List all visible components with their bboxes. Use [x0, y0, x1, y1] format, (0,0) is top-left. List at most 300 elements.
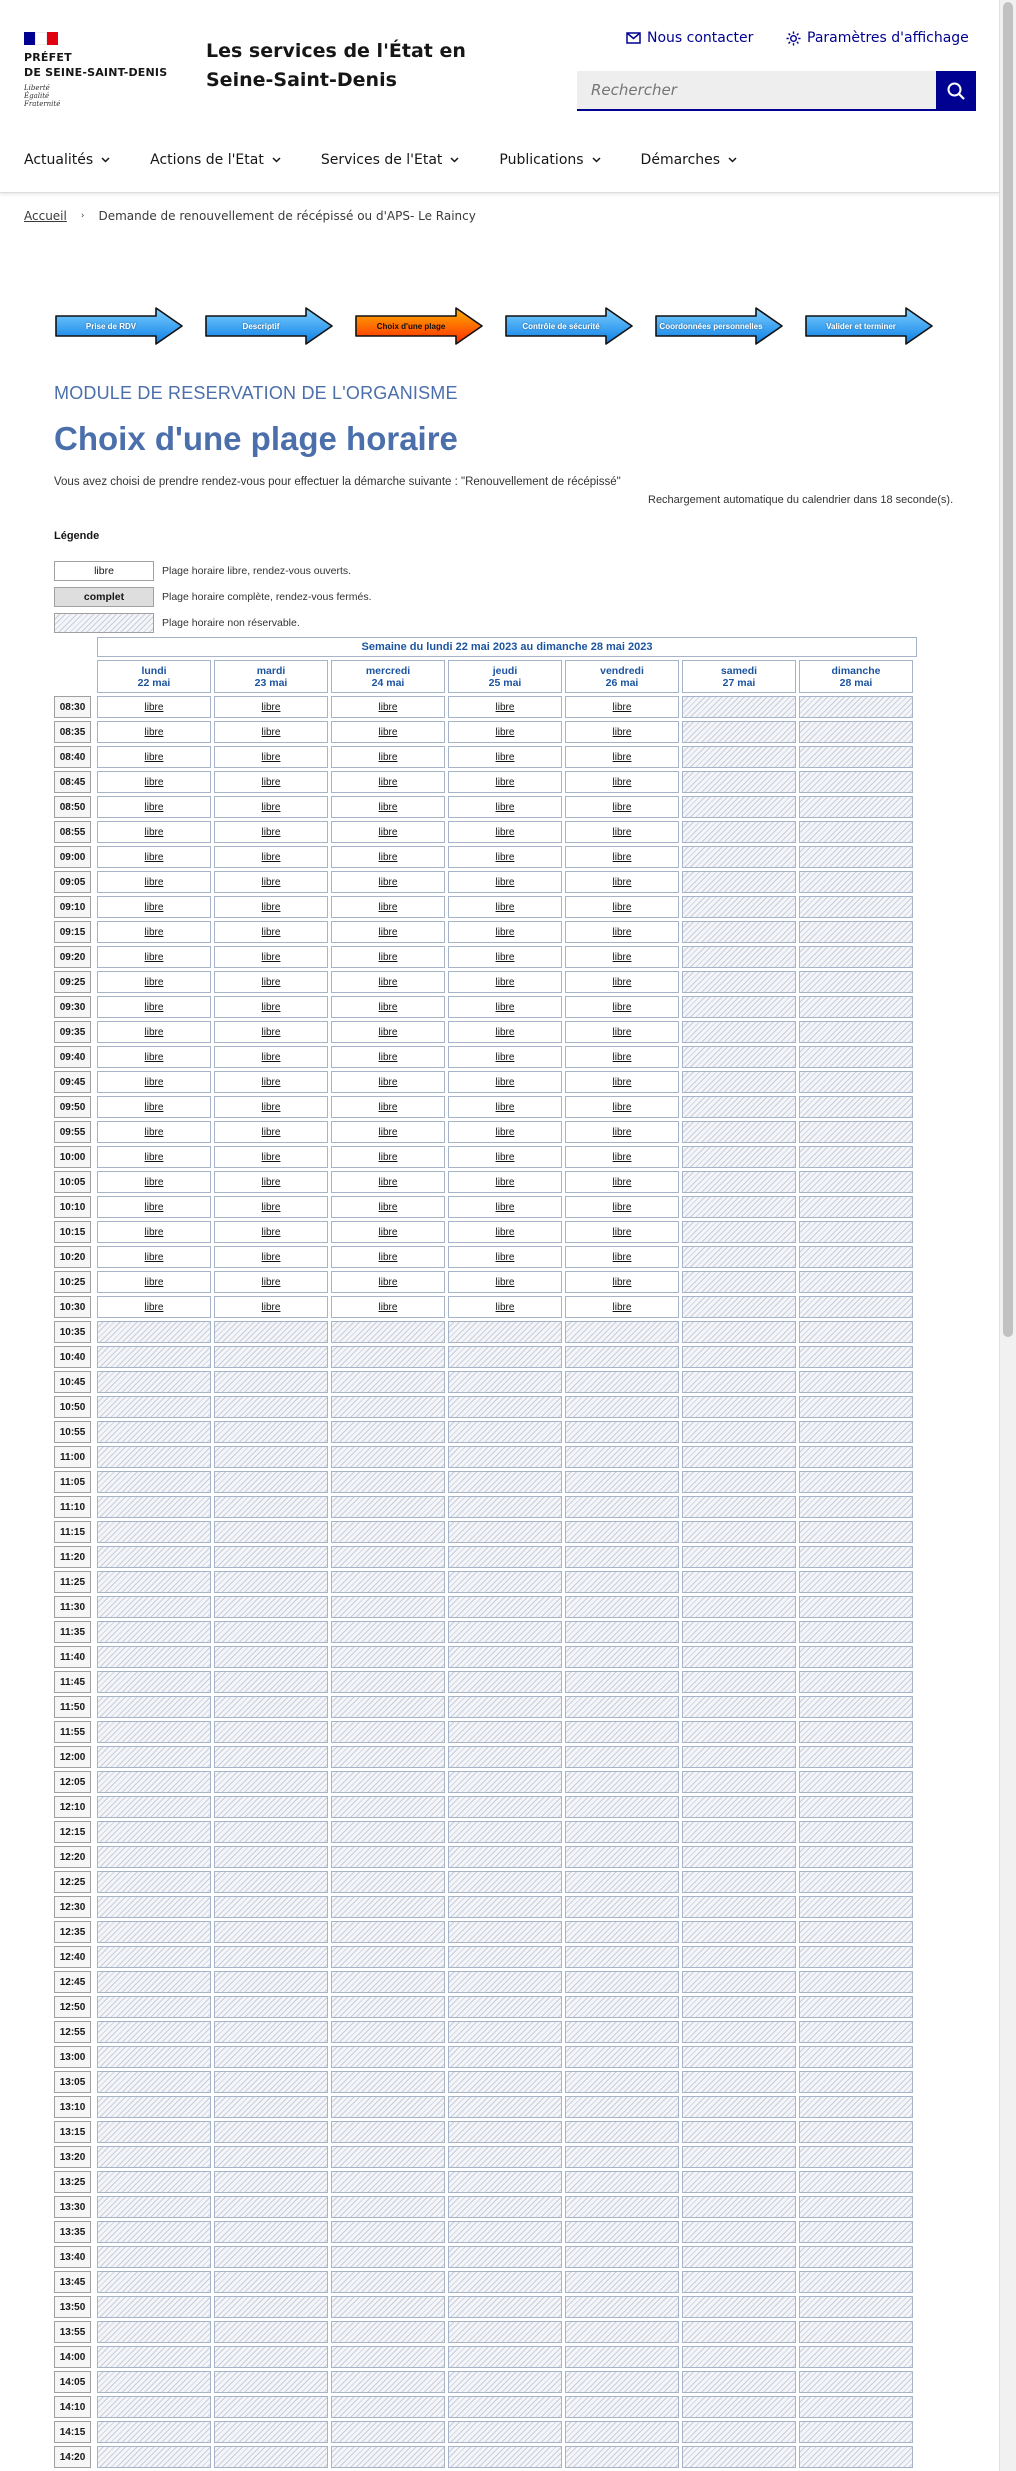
slot-free-link[interactable]: libre: [378, 701, 398, 713]
slot-time: 13:55: [54, 2321, 91, 2343]
slot-free-link[interactable]: libre: [495, 876, 515, 888]
slot-free[interactable]: [331, 1071, 445, 1093]
slot-free[interactable]: [331, 896, 445, 918]
slot-free[interactable]: [214, 771, 328, 793]
slot-free[interactable]: [331, 1021, 445, 1043]
contact-link[interactable]: [626, 30, 753, 46]
slot-free[interactable]: [97, 871, 211, 893]
slot-free[interactable]: [565, 796, 679, 818]
slot-free[interactable]: [331, 1146, 445, 1168]
nav-item-actualites[interactable]: [24, 152, 110, 168]
slot-free-link[interactable]: libre: [261, 1001, 281, 1013]
nav-item-actions[interactable]: [150, 152, 281, 168]
slot-free[interactable]: [448, 1046, 562, 1068]
slot-free-link[interactable]: libre: [612, 826, 632, 838]
slot-unavailable: [448, 1496, 562, 1518]
slot-free-link[interactable]: libre: [378, 776, 398, 788]
slot-free[interactable]: [97, 1046, 211, 1068]
slot-free-link[interactable]: libre: [378, 1201, 398, 1213]
slot-free-link[interactable]: libre: [144, 926, 164, 938]
slot-free-link[interactable]: libre: [378, 1076, 398, 1088]
slot-free-link[interactable]: libre: [261, 926, 281, 938]
slot-free[interactable]: [331, 846, 445, 868]
slot-free-link[interactable]: libre: [261, 1101, 281, 1113]
slot-row: [54, 2371, 917, 2393]
slot-free[interactable]: [331, 1196, 445, 1218]
slot-free[interactable]: [97, 721, 211, 743]
slot-free-link[interactable]: libre: [144, 1301, 164, 1313]
slot-free-link[interactable]: libre: [144, 826, 164, 838]
slot-free-link[interactable]: libre: [144, 1001, 164, 1013]
site-name[interactable]: Les services de l'État en Seine-Saint-Denis: [206, 40, 466, 91]
slot-unavailable: [799, 1121, 913, 1143]
slot-free-link[interactable]: libre: [144, 776, 164, 788]
slot-free-link[interactable]: libre: [378, 1051, 398, 1063]
slot-free[interactable]: [448, 971, 562, 993]
slot-free[interactable]: [565, 696, 679, 718]
slot-free[interactable]: [448, 946, 562, 968]
slot-free[interactable]: [214, 746, 328, 768]
slot-free-link[interactable]: libre: [612, 1251, 632, 1263]
slot-free-link[interactable]: libre: [495, 726, 515, 738]
slot-free-link[interactable]: libre: [612, 1001, 632, 1013]
slot-free[interactable]: [565, 1146, 679, 1168]
slot-free[interactable]: [331, 746, 445, 768]
slot-free[interactable]: [97, 1071, 211, 1093]
slot-free-link[interactable]: libre: [144, 1151, 164, 1163]
slot-unavailable: [565, 2221, 679, 2243]
slot-free[interactable]: [331, 771, 445, 793]
slot-free-link[interactable]: libre: [495, 1301, 515, 1313]
slot-unavailable: [214, 1496, 328, 1518]
slot-free[interactable]: [565, 871, 679, 893]
slot-free-link[interactable]: libre: [261, 1201, 281, 1213]
slot-unavailable: [97, 1396, 211, 1418]
slot-unavailable: [214, 2421, 328, 2443]
slot-free[interactable]: [214, 1121, 328, 1143]
slot-free[interactable]: [448, 746, 562, 768]
slot-free[interactable]: [448, 796, 562, 818]
slot-free[interactable]: [331, 1171, 445, 1193]
slot-free-link[interactable]: libre: [612, 776, 632, 788]
slot-free-link[interactable]: libre: [261, 1076, 281, 1088]
slot-free[interactable]: [214, 946, 328, 968]
slot-unavailable: [682, 1071, 796, 1093]
slot-free-link[interactable]: libre: [495, 1226, 515, 1238]
slot-free-link[interactable]: libre: [261, 1251, 281, 1263]
slot-free[interactable]: [448, 771, 562, 793]
slot-free-link[interactable]: libre: [378, 751, 398, 763]
slot-free-link[interactable]: libre: [144, 976, 164, 988]
slot-free-link[interactable]: libre: [144, 801, 164, 813]
slot-free[interactable]: [97, 1171, 211, 1193]
slot-free-link[interactable]: libre: [612, 1151, 632, 1163]
slot-free[interactable]: [448, 1071, 562, 1093]
slot-free[interactable]: [97, 1096, 211, 1118]
slot-free[interactable]: [331, 946, 445, 968]
slot-free[interactable]: [565, 971, 679, 993]
slot-free-link[interactable]: libre: [378, 926, 398, 938]
slot-unavailable: [682, 1621, 796, 1643]
slot-free-link[interactable]: libre: [495, 1151, 515, 1163]
slot-row: [54, 1196, 917, 1218]
slot-free[interactable]: [448, 696, 562, 718]
slot-free[interactable]: [565, 996, 679, 1018]
slot-free[interactable]: [448, 1296, 562, 1318]
slot-free-link[interactable]: libre: [612, 1076, 632, 1088]
slot-free-link[interactable]: libre: [495, 1201, 515, 1213]
slot-free[interactable]: [565, 1196, 679, 1218]
slot-free[interactable]: [214, 821, 328, 843]
slot-free[interactable]: [97, 1121, 211, 1143]
display-settings-link[interactable]: [786, 30, 969, 46]
slot-free-link[interactable]: libre: [495, 1101, 515, 1113]
nav-item-services[interactable]: [321, 152, 460, 168]
search-button[interactable]: [936, 71, 976, 111]
slot-free[interactable]: [214, 721, 328, 743]
slot-free-link[interactable]: libre: [495, 1076, 515, 1088]
slot-free[interactable]: [565, 1296, 679, 1318]
slot-free[interactable]: [448, 1171, 562, 1193]
slot-unavailable: [214, 1696, 328, 1718]
slot-free-link[interactable]: libre: [144, 1251, 164, 1263]
slot-free[interactable]: [97, 1246, 211, 1268]
slot-free[interactable]: [448, 1121, 562, 1143]
slot-free-link[interactable]: libre: [495, 701, 515, 713]
slot-unavailable: [214, 2271, 328, 2293]
slot-unavailable: [214, 1771, 328, 1793]
slot-free[interactable]: [565, 1096, 679, 1118]
slot-free[interactable]: [331, 1221, 445, 1243]
slot-free[interactable]: [565, 721, 679, 743]
slot-free-link[interactable]: libre: [144, 1101, 164, 1113]
slot-free-link[interactable]: libre: [261, 1126, 281, 1138]
breadcrumb-home[interactable]: Accueil: [24, 209, 67, 223]
slot-unavailable: [331, 1471, 445, 1493]
slot-free-link[interactable]: libre: [261, 826, 281, 838]
slot-free-link[interactable]: libre: [261, 1276, 281, 1288]
slot-free[interactable]: [448, 996, 562, 1018]
slot-free-link[interactable]: libre: [495, 926, 515, 938]
slot-unavailable: [565, 1396, 679, 1418]
slot-free[interactable]: [97, 746, 211, 768]
slot-free[interactable]: [97, 796, 211, 818]
slot-free-link[interactable]: libre: [495, 826, 515, 838]
slot-unavailable: [799, 1271, 913, 1293]
slot-free[interactable]: [448, 1246, 562, 1268]
slot-free-link[interactable]: libre: [378, 1151, 398, 1163]
slot-free[interactable]: [214, 846, 328, 868]
slot-free[interactable]: [448, 921, 562, 943]
slot-free-link[interactable]: libre: [261, 951, 281, 963]
slot-free[interactable]: [97, 846, 211, 868]
slot-free-link[interactable]: libre: [261, 1051, 281, 1063]
slot-unavailable: [214, 1671, 328, 1693]
slot-unavailable: [682, 1946, 796, 1968]
slot-free[interactable]: [214, 1146, 328, 1168]
slot-free-link[interactable]: libre: [261, 1026, 281, 1038]
slot-free[interactable]: [448, 871, 562, 893]
search-input[interactable]: [577, 71, 936, 111]
slot-free[interactable]: [565, 1246, 679, 1268]
slot-free-link[interactable]: libre: [378, 1126, 398, 1138]
slot-free[interactable]: [448, 1221, 562, 1243]
slot-free-link[interactable]: libre: [378, 1251, 398, 1263]
slot-row: [54, 2421, 917, 2443]
slot-free[interactable]: [565, 1021, 679, 1043]
slot-free-link[interactable]: libre: [495, 1026, 515, 1038]
slot-free[interactable]: [448, 1271, 562, 1293]
slot-free[interactable]: [331, 696, 445, 718]
slot-free-link[interactable]: libre: [378, 1276, 398, 1288]
slot-free-link[interactable]: libre: [261, 1176, 281, 1188]
slot-free[interactable]: [565, 846, 679, 868]
slot-free-link[interactable]: libre: [144, 1176, 164, 1188]
slot-free-link[interactable]: libre: [378, 976, 398, 988]
slot-free[interactable]: [97, 921, 211, 943]
slot-free-link[interactable]: libre: [144, 951, 164, 963]
slot-free-link[interactable]: libre: [378, 1101, 398, 1113]
slot-free[interactable]: [214, 871, 328, 893]
slot-free[interactable]: [331, 1121, 445, 1143]
slot-free-link[interactable]: libre: [495, 1276, 515, 1288]
slot-free[interactable]: [565, 946, 679, 968]
slot-time: 09:30: [54, 996, 91, 1018]
slot-free-link[interactable]: libre: [612, 1101, 632, 1113]
slot-free-link[interactable]: libre: [612, 1051, 632, 1063]
slot-free-link[interactable]: libre: [144, 1051, 164, 1063]
slot-free[interactable]: [331, 1271, 445, 1293]
slot-free-link[interactable]: libre: [144, 751, 164, 763]
slot-free-link[interactable]: libre: [261, 851, 281, 863]
slot-free-link[interactable]: libre: [495, 1176, 515, 1188]
slot-free-link[interactable]: libre: [144, 1026, 164, 1038]
slot-free-link[interactable]: libre: [612, 726, 632, 738]
slot-free-link[interactable]: libre: [495, 776, 515, 788]
slot-free[interactable]: [214, 1196, 328, 1218]
slot-free[interactable]: [565, 1221, 679, 1243]
slot-free[interactable]: [97, 946, 211, 968]
slot-unavailable: [331, 1321, 445, 1343]
slot-free-link[interactable]: libre: [144, 701, 164, 713]
slot-free[interactable]: [214, 1246, 328, 1268]
slot-free-link[interactable]: libre: [378, 951, 398, 963]
slot-free-link[interactable]: libre: [495, 851, 515, 863]
slot-free-link[interactable]: libre: [612, 701, 632, 713]
slot-free[interactable]: [331, 921, 445, 943]
scrollbar-thumb[interactable]: [1003, 2, 1013, 1337]
slot-free-link[interactable]: libre: [378, 901, 398, 913]
slot-free[interactable]: [214, 921, 328, 943]
slot-free[interactable]: [214, 896, 328, 918]
slot-free[interactable]: [565, 921, 679, 943]
slot-free-link[interactable]: libre: [612, 1276, 632, 1288]
slot-free-link[interactable]: libre: [612, 1226, 632, 1238]
slot-free-link[interactable]: libre: [612, 951, 632, 963]
slot-free[interactable]: [448, 821, 562, 843]
slot-unavailable: [682, 2146, 796, 2168]
slot-free-link[interactable]: libre: [261, 726, 281, 738]
slot-free[interactable]: [331, 796, 445, 818]
slot-free[interactable]: [214, 1021, 328, 1043]
slot-free[interactable]: [565, 1271, 679, 1293]
slot-free-link[interactable]: libre: [261, 1151, 281, 1163]
slot-unavailable: [682, 1746, 796, 1768]
slot-free-link[interactable]: libre: [495, 901, 515, 913]
slot-free[interactable]: [331, 871, 445, 893]
slot-unavailable: [331, 1971, 445, 1993]
slot-free-link[interactable]: libre: [261, 901, 281, 913]
slot-row: [54, 2346, 917, 2368]
slot-free[interactable]: [214, 1296, 328, 1318]
slot-free-link[interactable]: libre: [261, 976, 281, 988]
slot-free[interactable]: [448, 1196, 562, 1218]
slot-free[interactable]: [565, 1171, 679, 1193]
slot-unavailable: [214, 2021, 328, 2043]
slot-unavailable: [565, 2371, 679, 2393]
slot-free-link[interactable]: libre: [495, 1251, 515, 1263]
slot-free-link[interactable]: libre: [495, 1001, 515, 1013]
slot-free-link[interactable]: libre: [261, 701, 281, 713]
slot-free-link[interactable]: libre: [495, 951, 515, 963]
slot-free[interactable]: [97, 996, 211, 1018]
slot-free-link[interactable]: libre: [378, 876, 398, 888]
scrollbar[interactable]: [999, 0, 1016, 2471]
slot-free-link[interactable]: libre: [612, 1026, 632, 1038]
slot-free[interactable]: [214, 996, 328, 1018]
slot-free[interactable]: [448, 1021, 562, 1043]
slot-free[interactable]: [331, 996, 445, 1018]
slot-unavailable: [214, 2321, 328, 2343]
nav-item-demarches[interactable]: [641, 152, 738, 168]
slot-free-link[interactable]: libre: [612, 876, 632, 888]
slot-free-link[interactable]: libre: [378, 1301, 398, 1313]
slot-free[interactable]: [448, 721, 562, 743]
slot-free[interactable]: [97, 1196, 211, 1218]
slot-unavailable: [97, 1971, 211, 1993]
republic-logo[interactable]: [24, 32, 167, 108]
slot-free-link[interactable]: libre: [378, 726, 398, 738]
slot-free-link[interactable]: libre: [144, 1076, 164, 1088]
slot-free[interactable]: [565, 771, 679, 793]
slot-free-link[interactable]: libre: [144, 851, 164, 863]
slot-free-link[interactable]: libre: [144, 1276, 164, 1288]
slot-free[interactable]: [214, 1046, 328, 1068]
slot-free[interactable]: [214, 971, 328, 993]
slot-free-link[interactable]: libre: [144, 1201, 164, 1213]
nav-item-publications[interactable]: [499, 152, 600, 168]
slot-free[interactable]: [331, 821, 445, 843]
slot-free[interactable]: [214, 1171, 328, 1193]
slot-free[interactable]: [97, 1146, 211, 1168]
slot-free[interactable]: [331, 1296, 445, 1318]
breadcrumb: [24, 209, 476, 223]
slot-free[interactable]: [565, 821, 679, 843]
slot-free[interactable]: [214, 1096, 328, 1118]
slot-free-link[interactable]: libre: [261, 776, 281, 788]
slot-free[interactable]: [448, 1146, 562, 1168]
slot-free-link[interactable]: libre: [378, 1226, 398, 1238]
slot-free-link[interactable]: libre: [495, 751, 515, 763]
slot-free-link[interactable]: libre: [612, 1176, 632, 1188]
slot-free[interactable]: [97, 696, 211, 718]
slot-unavailable: [565, 1646, 679, 1668]
slot-free[interactable]: [97, 1271, 211, 1293]
slot-free[interactable]: [214, 796, 328, 818]
slot-free[interactable]: [565, 746, 679, 768]
slot-free[interactable]: [565, 1121, 679, 1143]
slot-free[interactable]: [214, 1271, 328, 1293]
slot-free[interactable]: [97, 1221, 211, 1243]
slot-free[interactable]: [331, 1246, 445, 1268]
slot-free-link[interactable]: libre: [378, 1026, 398, 1038]
slot-free[interactable]: [331, 971, 445, 993]
slot-free-link[interactable]: libre: [612, 1201, 632, 1213]
slot-free[interactable]: [331, 721, 445, 743]
slot-free-link[interactable]: libre: [261, 751, 281, 763]
slot-free-link[interactable]: libre: [612, 901, 632, 913]
slot-free-link[interactable]: libre: [612, 976, 632, 988]
slot-free[interactable]: [97, 1296, 211, 1318]
slot-free[interactable]: [448, 896, 562, 918]
slot-free-link[interactable]: libre: [378, 851, 398, 863]
slot-free[interactable]: [97, 896, 211, 918]
legend-unavailable-swatch: [54, 613, 154, 633]
slot-free[interactable]: [448, 846, 562, 868]
slot-free-link[interactable]: libre: [261, 876, 281, 888]
slot-free[interactable]: [97, 771, 211, 793]
slot-free[interactable]: [565, 1071, 679, 1093]
slot-free-link[interactable]: libre: [144, 1226, 164, 1238]
slot-free[interactable]: [331, 1096, 445, 1118]
slot-free-link[interactable]: libre: [495, 1126, 515, 1138]
slot-free-link[interactable]: libre: [144, 876, 164, 888]
slot-free-link[interactable]: libre: [612, 1126, 632, 1138]
slot-free-link[interactable]: libre: [144, 1126, 164, 1138]
slot-free-link[interactable]: libre: [144, 901, 164, 913]
slot-free-link[interactable]: libre: [612, 926, 632, 938]
slot-free[interactable]: [214, 1221, 328, 1243]
slot-free-link[interactable]: libre: [495, 976, 515, 988]
slot-free-link[interactable]: libre: [378, 826, 398, 838]
slot-free[interactable]: [448, 1096, 562, 1118]
slot-free[interactable]: [565, 896, 679, 918]
slot-free-link[interactable]: libre: [261, 1301, 281, 1313]
slot-free-link[interactable]: libre: [612, 851, 632, 863]
slot-free-link[interactable]: libre: [261, 1226, 281, 1238]
slot-free[interactable]: [331, 1046, 445, 1068]
slot-free[interactable]: [214, 696, 328, 718]
slot-free-link[interactable]: libre: [378, 1001, 398, 1013]
slot-free-link[interactable]: libre: [495, 1051, 515, 1063]
slot-free-link[interactable]: libre: [378, 1176, 398, 1188]
slot-free[interactable]: [565, 1046, 679, 1068]
slot-free[interactable]: [97, 821, 211, 843]
slot-free-link[interactable]: libre: [495, 801, 515, 813]
slot-free[interactable]: [214, 1071, 328, 1093]
slot-free[interactable]: [97, 1021, 211, 1043]
slot-time: 13:10: [54, 2096, 91, 2118]
slot-unavailable: [448, 2096, 562, 2118]
slot-free-link[interactable]: libre: [261, 801, 281, 813]
slot-free-link[interactable]: libre: [612, 1301, 632, 1313]
slot-free-link[interactable]: libre: [144, 726, 164, 738]
slot-free[interactable]: [97, 971, 211, 993]
slot-free-link[interactable]: libre: [612, 751, 632, 763]
slot-free-link[interactable]: libre: [612, 801, 632, 813]
slot-unavailable: [448, 2446, 562, 2468]
slot-free-link[interactable]: libre: [378, 801, 398, 813]
